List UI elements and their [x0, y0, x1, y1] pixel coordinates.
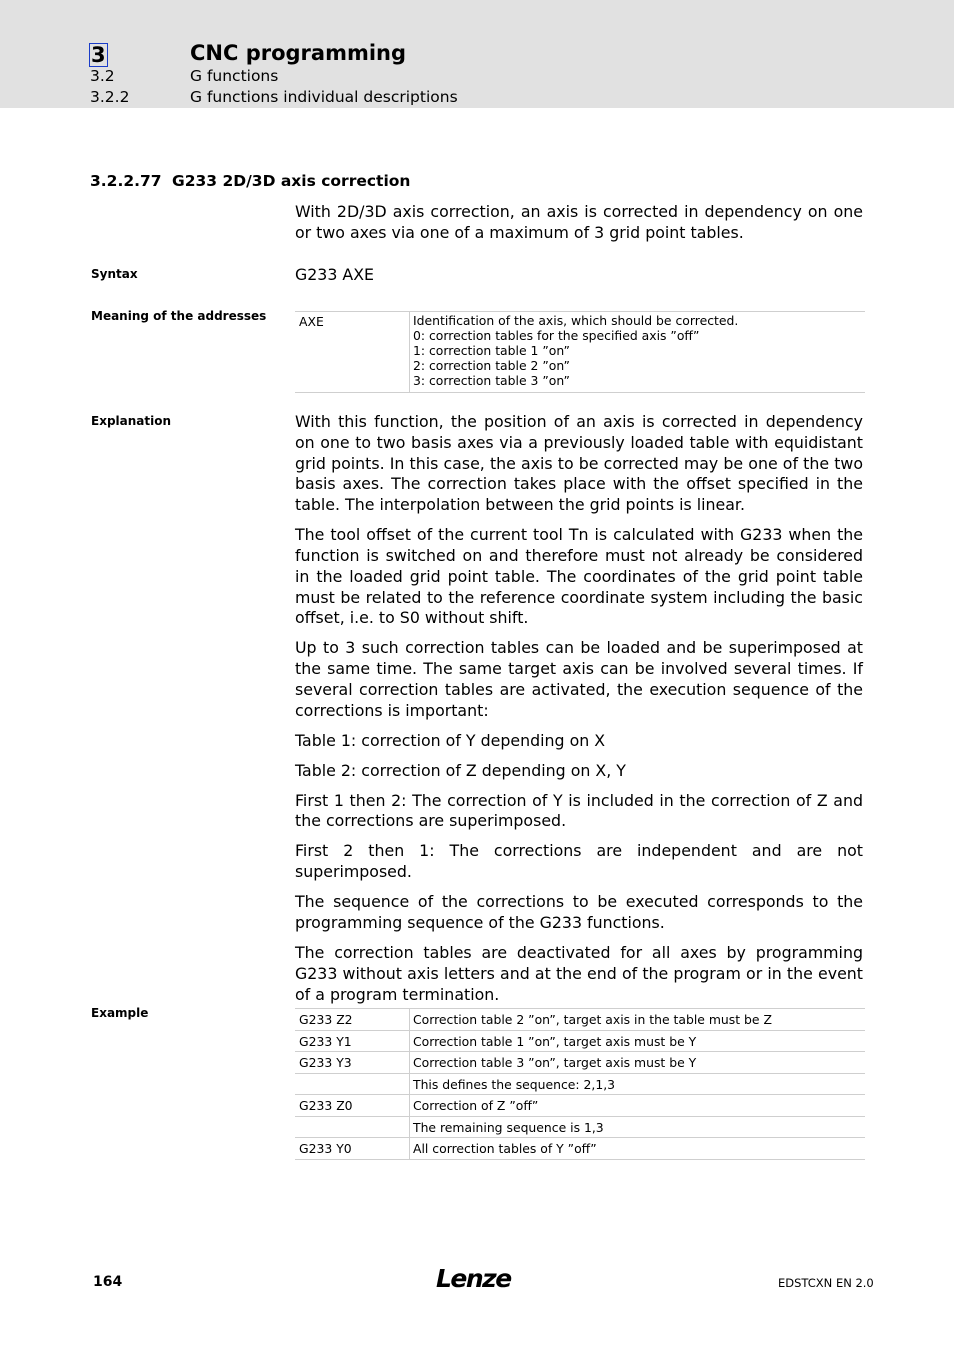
explanation-label: Explanation — [91, 414, 172, 428]
example-table — [295, 1008, 865, 1160]
address-description — [409, 312, 738, 392]
breadcrumb-title-2: G functions individual descriptions — [190, 88, 458, 106]
lenze-logo — [435, 1263, 515, 1297]
example-text: All correction tables of Y ”off” — [409, 1138, 597, 1159]
explanation-text — [295, 412, 863, 1015]
example-text: Correction table 1 ”on”, target axis must be Y — [409, 1031, 696, 1052]
breadcrumb-title-1: G functions — [190, 67, 279, 85]
section-heading — [90, 172, 410, 190]
table-row — [295, 1095, 865, 1117]
breadcrumb-number-1: 3.2 — [90, 67, 115, 85]
explanation-paragraph: First 1 then 2: The correction of Y is included in the correction of Z and the corrections are superimposed. — [295, 790, 863, 831]
chapter-title: CNC programming — [190, 41, 407, 65]
explanation-paragraph: Up to 3 such correction tables can be loaded and be superimposed at the same time. The same target axis can be involved several times. If several correction tables are activated, the execution sequence of the corrections is important: — [295, 638, 863, 720]
table-row — [295, 1009, 865, 1031]
example-text: Correction of Z ”off” — [409, 1095, 538, 1116]
explanation-paragraph: First 2 then 1: The corrections are independent and are not superimposed. — [295, 841, 863, 882]
example-text: This defines the sequence: 2,1,3 — [409, 1074, 615, 1095]
example-label: Example — [91, 1006, 149, 1020]
table-row — [295, 1138, 865, 1160]
addresses-table — [295, 311, 865, 393]
document-code: EDSTCXN EN 2.0 — [778, 1276, 874, 1290]
example-text: Correction table 3 ”on”, target axis must be Y — [409, 1052, 696, 1073]
address-line: 1: correction table 1 ”on” — [413, 343, 570, 358]
explanation-paragraph: Table 2: correction of Z depending on X, Y — [295, 760, 626, 780]
address-line: 3: correction table 3 ”on” — [413, 373, 570, 388]
explanation-paragraph: The tool offset of the current tool Tn is calculated with G233 when the function is switched on and therefore must not already be considered in the loaded grid point table. The coordinates of the grid point table must be related to the reference coordinate system including the basic offset, i.e. to S0 without shift. — [295, 525, 863, 628]
table-row — [295, 1117, 865, 1139]
breadcrumb-number-2: 3.2.2 — [90, 88, 130, 106]
example-text: The remaining sequence is 1,3 — [409, 1117, 604, 1138]
syntax-value: G233 AXE — [295, 265, 375, 284]
section-number: 3.2.2.77 — [90, 172, 162, 190]
addresses-label: Meaning of the addresses — [91, 309, 267, 323]
table-row — [295, 1074, 865, 1096]
table-row — [295, 1031, 865, 1053]
lenze-logo-graphic — [435, 1263, 515, 1293]
chapter-number-link[interactable]: 3 — [91, 43, 106, 67]
explanation-paragraph: With this function, the position of an axis is corrected in dependency on one to two basis axes via a previously loaded table with equidistant grid points. In this case, the axis to be corrected may be one of the two basis axes. The correction takes place with the offset specified in the table. The interpolation between the grid points is linear. — [295, 412, 863, 515]
address-name: AXE — [299, 314, 324, 329]
example-text: Correction table 2 ”on”, target axis in the table must be Z — [409, 1009, 772, 1030]
example-code: G233 Y0 — [299, 1141, 352, 1156]
address-line: 2: correction table 2 ”on” — [413, 358, 570, 373]
address-line: Identification of the axis, which should be corrected. — [413, 313, 739, 328]
svg-text:Lenze: Lenze — [436, 1264, 511, 1293]
example-code: G233 Y1 — [299, 1033, 352, 1049]
intro-text: With 2D/3D axis correction, an axis is corrected in dependency on one or two axes via one of a maximum of 3 grid point tables. — [295, 202, 863, 242]
example-code: G233 Z2 — [299, 1012, 353, 1027]
example-code: G233 Y3 — [299, 1055, 352, 1070]
explanation-paragraph: Table 1: correction of Y depending on X — [295, 730, 606, 750]
example-code: G233 Z0 — [299, 1098, 353, 1113]
explanation-paragraph: The sequence of the corrections to be executed corresponds to the programming sequence of the G233 functions. — [295, 892, 863, 933]
section-title: G233 2D/3D axis correction — [172, 172, 411, 190]
header-band — [0, 0, 954, 108]
syntax-label: Syntax — [91, 267, 138, 281]
page-number: 164 — [93, 1274, 123, 1290]
table-row — [295, 1052, 865, 1074]
explanation-paragraph: The correction tables are deactivated for all axes by programming G233 without axis letters and at the end of the program or in the event of a program termination. — [295, 943, 863, 1004]
address-line: 0: correction tables for the specified axis ”off” — [413, 328, 700, 343]
